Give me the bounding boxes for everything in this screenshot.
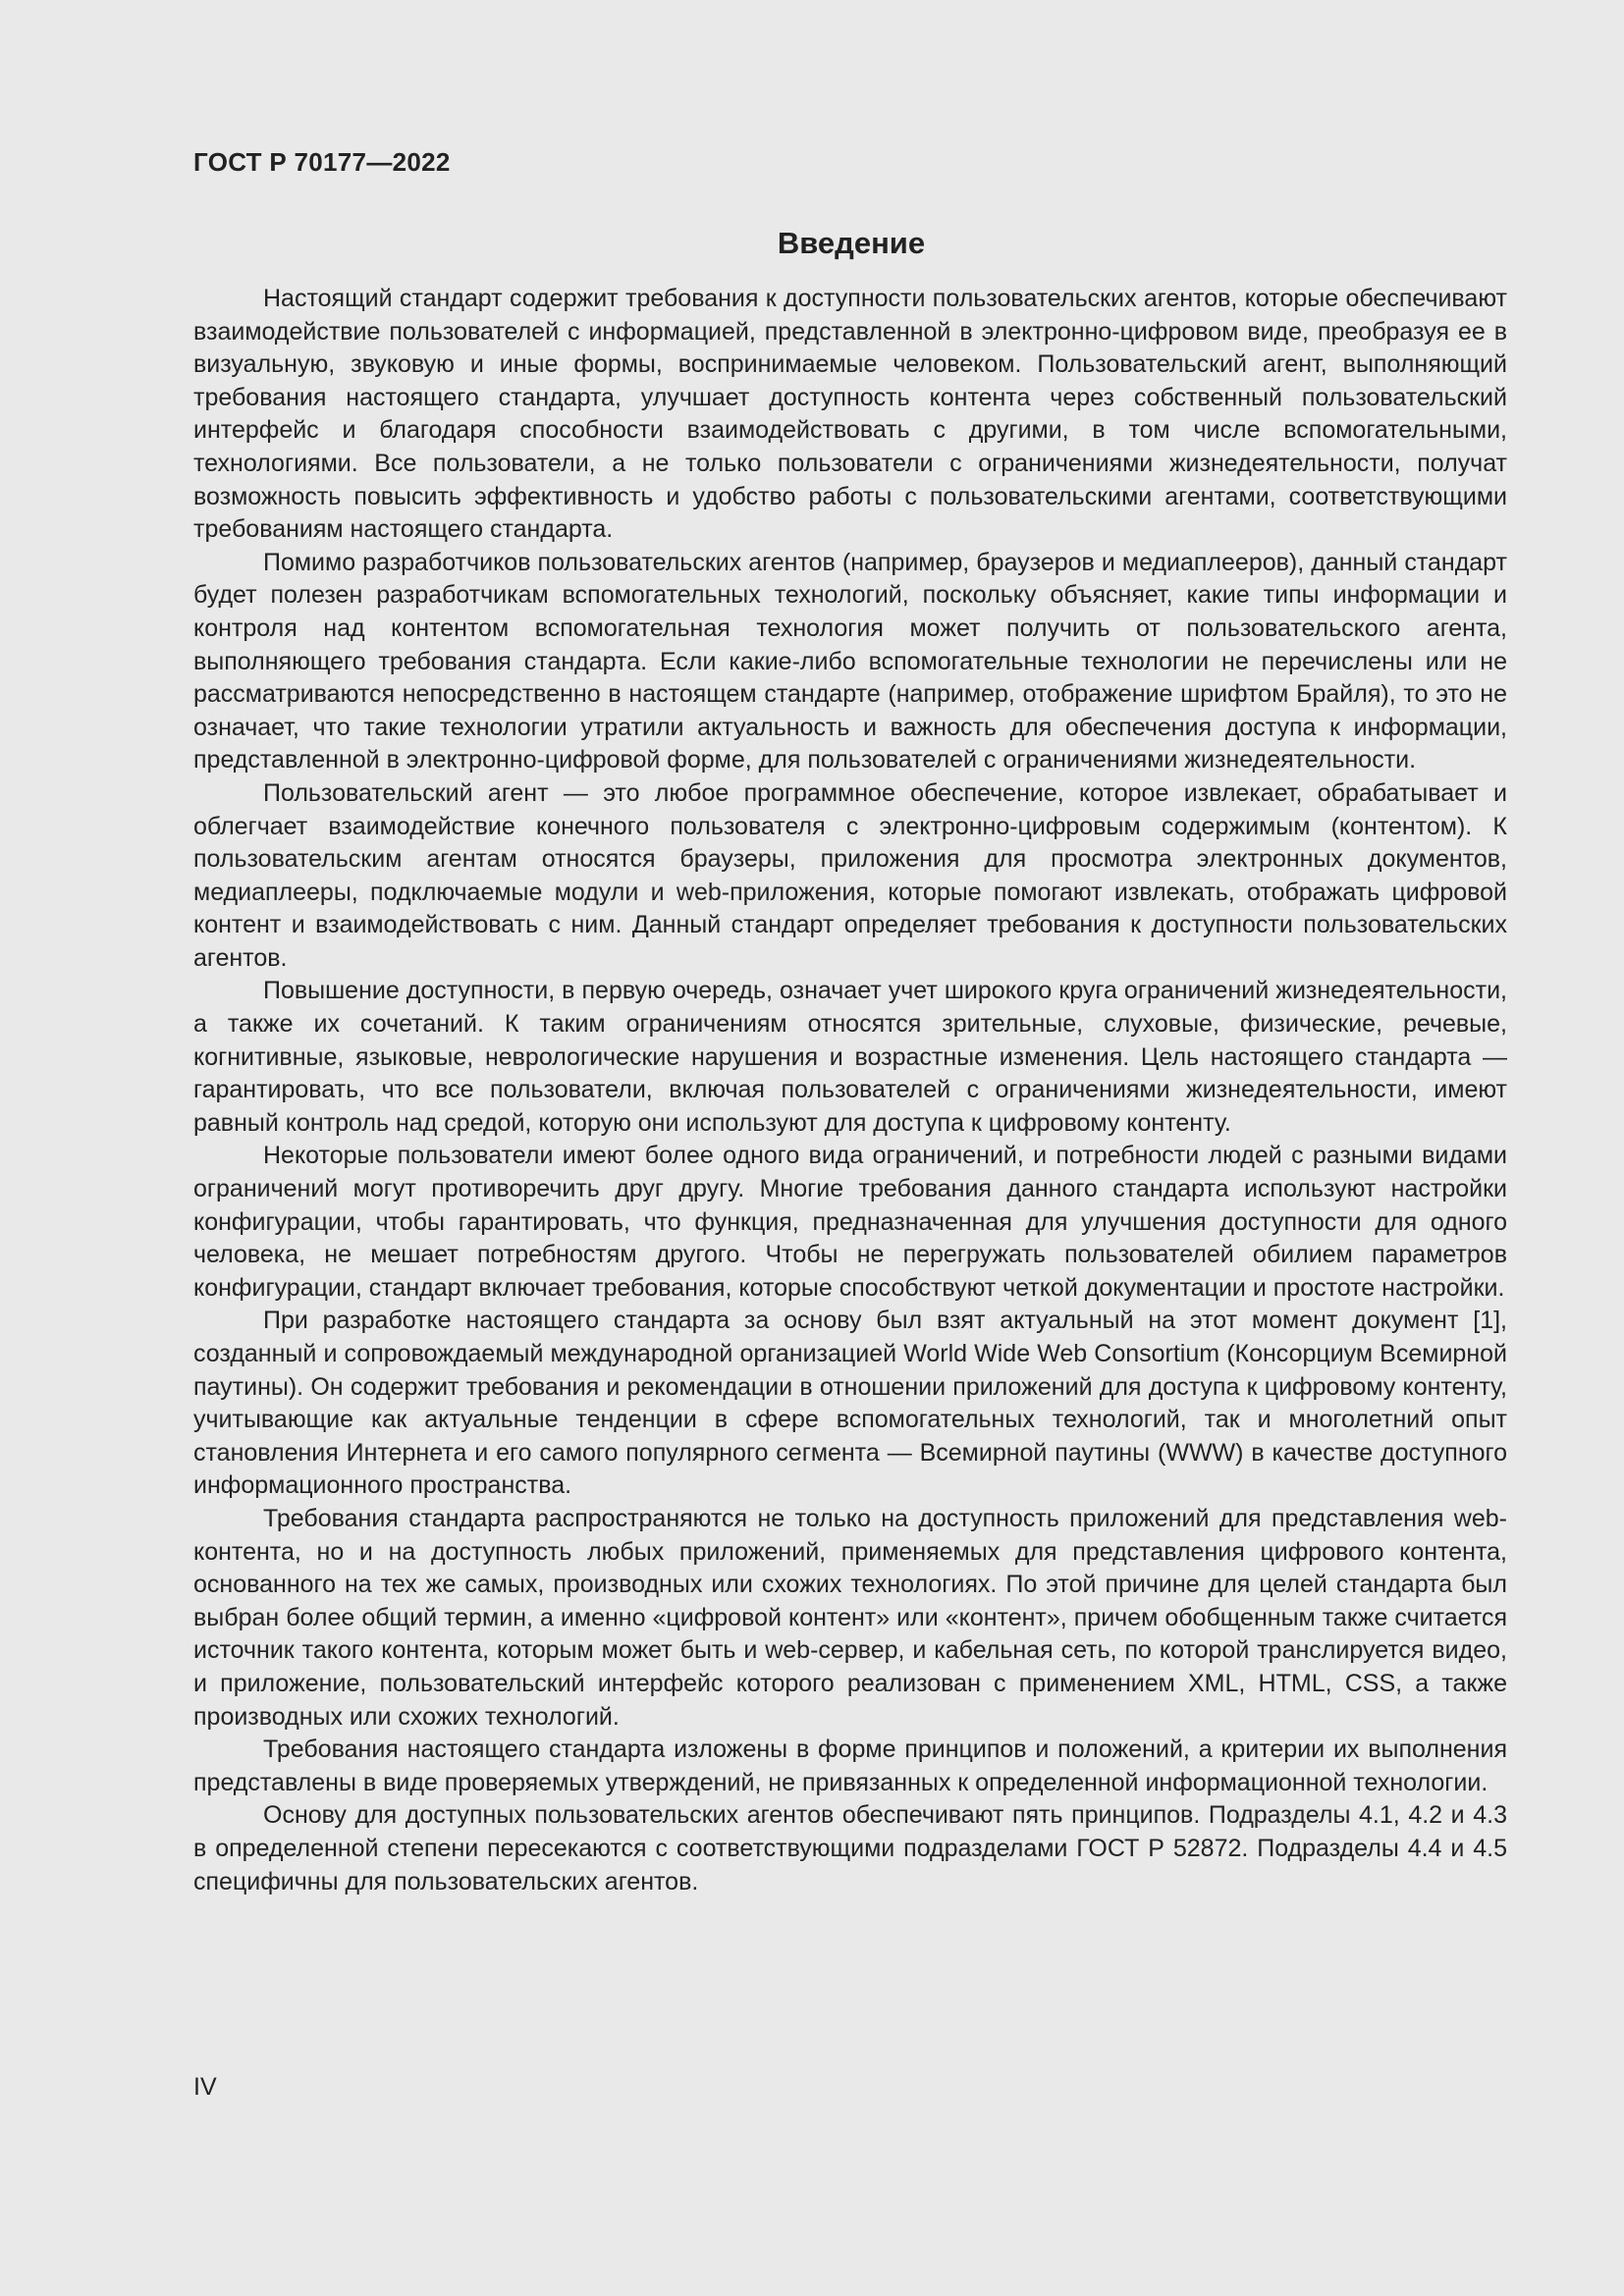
- paragraph-4: Повышение доступности, в первую очередь, означает учет широкого круга ограничений жизнедеятельности, а также их сочетаний. К таким ограничениям относятся зрительные, слуховые, физические, речевые, когнитивные, языковые, неврологические нарушения и возрастные изменения. Цель настоящего стандарта — гарантировать, что все пользователи, включая пользователей с ограничениями жизнедеятельности, имеют равный контроль над средой, которую они используют для доступа к цифровому контенту.: [193, 977, 1507, 1137]
- paragraph-3: Пользовательский агент — это любое программное обеспечение, которое извлекает, обрабатывает и облегчает взаимодействие конечного пользователя с электронно-цифровым содержимым (контентом). К пользовательским агентам относятся браузеры, приложения для просмотра электронных документов, медиаплееры, подключаемые модули и web-приложения, которые помогают извлекать, отображать цифровой контент и взаимодействовать с ним. Данный стандарт определяет требования к доступности пользовательских агентов.: [193, 778, 1507, 972]
- paragraph-7: Требования стандарта распространяются не только на доступность приложений для представления web-контента, но и на доступность любых приложений, применяемых для представления цифрового контента, основанного на тех же самых, производных или схожих технологиях. По этой причине для целей стандарта был выбран более общий термин, а именно «цифровой контент» или «контент», причем обобщенным также считается источник такого контента, которым может быть и web-сервер, и кабельная сеть, по которой транслируется видео, и приложение, пользовательский интерфейс которого реализован с применением XML, HTML, CSS, а также производных или схожих технологий.: [193, 1504, 1507, 1731]
- paragraph-8: Требования настоящего стандарта изложены в форме принципов и положений, а критерии их выполнения представлены в виде проверяемых утверждений, не привязанных к определенной информационной технологии.: [193, 1735, 1507, 1796]
- paragraph-9: Основу для доступных пользовательских агентов обеспечивают пять принципов. Подразделы 4.1, 4.2 и 4.3 в определенной степени пересекаются с соответствующими подразделами ГОСТ Р 52872. Подразделы 4.4 и 4.5 специфичны для пользовательских агентов.: [193, 1801, 1507, 1896]
- document-code: ГОСТ Р 70177—2022: [193, 147, 451, 177]
- introduction-body: [193, 283, 1507, 1898]
- page-number: IV: [193, 2073, 217, 2101]
- paragraph-6: При разработке настоящего стандарта за основу был взят актуальный на этот момент документ [1], созданный и сопровождаемый международной организацией World Wide Web Consortium (Консорциум Всемирной паутины). Он содержит требования и рекомендации в отношении приложений для доступа к цифровому контенту, учитывающие как актуальные тенденции в сфере вспомогательных технологий, так и многолетний опыт становления Интернета и его самого популярного сегмента — Всемирной паутины (WWW) в качестве доступного информационного пространства.: [193, 1307, 1507, 1500]
- paragraph-2: Помимо разработчиков пользовательских агентов (например, браузеров и медиаплееров), данный стандарт будет полезен разработчикам вспомогательных технологий, поскольку объясняет, какие типы информации и контроля над контентом вспомогательная технология может получить от пользовательского агента, выполняющего требования стандарта. Если какие-либо вспомогательные технологии не перечислены или не рассматриваются непосредственно в настоящем стандарте (например, отображение шрифтом Брайля), то это не означает, что такие технологии утратили актуальность и важность для обеспечения доступа к информации, представленной в электронно-цифровой форме, для пользователей с ограничениями жизнедеятельности.: [193, 548, 1507, 774]
- paragraph-1: Настоящий стандарт содержит требования к доступности пользовательских агентов, которые обеспечивают взаимодействие пользователей с информацией, представленной в электронно-цифровом виде, преобразуя ее в визуальную, звуковую и иные формы, воспринимаемые человеком. Пользовательский агент, выполняющий требования настоящего стандарта, улучшает доступность контента через собственный пользовательский интерфейс и благодаря способности взаимодействовать с другими, в том числе вспомогательными, технологиями. Все пользователи, а не только пользователи с ограничениями жизнедеятельности, получат возможность повысить эффективность и удобство работы с пользовательскими агентами, соответствующими требованиям настоящего стандарта.: [193, 285, 1507, 544]
- paragraph-5: Некоторые пользователи имеют более одного вида ограничений, и потребности людей с разными видами ограничений могут противоречить друг другу. Многие требования данного стандарта используют настройки конфигурации, чтобы гарантировать, что функция, предназначенная для улучшения доступности для одного человека, не мешает потребностям другого. Чтобы не перегружать пользователей обилием параметров конфигурации, стандарт включает требования, которые способствуют четкой документации и простоте настройки.: [193, 1142, 1507, 1302]
- section-title: Введение: [777, 226, 926, 260]
